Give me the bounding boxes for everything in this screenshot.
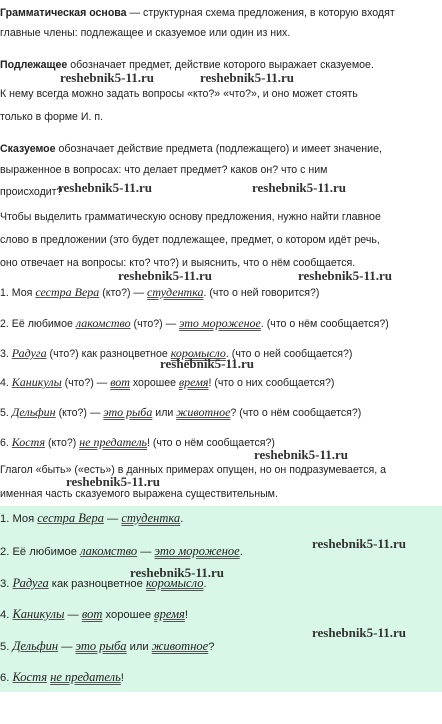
- predicate-word: время: [178, 375, 209, 389]
- predicate-line-1: [0, 142, 382, 156]
- watermark: reshebnik5-11.ru: [252, 180, 347, 195]
- analysis-item: 6. Костя (кто?) не предатель! (что о нём сообщается?): [0, 435, 275, 449]
- predicate-word: коромысло: [170, 346, 226, 360]
- watermark: reshebnik5-11.ru: [254, 447, 349, 462]
- predicate-word: коромысло: [145, 576, 204, 590]
- predicate-line-3: происходит?: [0, 186, 63, 198]
- predicate-word: животное: [176, 405, 231, 419]
- subject-word: сестра Вера: [37, 511, 104, 525]
- predicate-word: животное: [151, 639, 209, 653]
- predicate-word: не предатель: [50, 670, 121, 684]
- analysis-item: 2. Её любимое лакомство (что?) — это мороженое. (что о нём сообщается?): [0, 316, 389, 330]
- subject-word: Радуга: [11, 346, 47, 360]
- subject-word: Каникулы: [12, 607, 65, 621]
- subject-word: Дельфин: [12, 639, 59, 653]
- subject-word: Радуга: [12, 576, 49, 590]
- intro-line-1: [0, 6, 395, 20]
- subject-line-1: [0, 58, 374, 72]
- analysis-item: 3. Радуга (что?) как разноцветное коромысло. (что о ней сообщается?): [0, 346, 353, 360]
- answer-item: 2. Её любимое лакомство — это мороженое.: [0, 544, 243, 558]
- predicate-word: это рыба: [75, 639, 127, 653]
- analysis-item: 4. Каникулы (что?) — вот хорошее время! (что о них сообщается?): [0, 375, 335, 389]
- answer-item: 6. Костя не предатель!: [0, 670, 124, 684]
- predicate-word: это рыба: [103, 405, 153, 419]
- subject-term: Подлежащее: [0, 59, 68, 71]
- note-line-2: именная часть сказуемого выражена существительным.: [0, 488, 278, 500]
- subject-word: лакомство: [80, 544, 138, 558]
- note-line-1: Глагол «быть» («есть») в данных примерах опущен, но он подразумевается, а: [0, 464, 387, 476]
- analysis-item: 5. Дельфин (кто?) — это рыба или животное? (что о нём сообщается?): [0, 405, 362, 419]
- method-line-3: оно отвечает на вопросы: кто? что?) и выяснить, что о нём сообщается.: [0, 257, 356, 269]
- watermark: reshebnik5-11.ru: [66, 474, 161, 489]
- predicate-word: не предатель: [79, 435, 148, 449]
- subject-word: Дельфин: [11, 405, 56, 419]
- predicate-term: Сказуемое: [0, 143, 56, 155]
- predicate-word: время: [154, 607, 185, 621]
- answer-box: [0, 506, 442, 692]
- predicate-line-2: выраженное в вопросах: что делает предмет? каков он? что с ним: [0, 164, 328, 176]
- watermark: reshebnik5-11.ru: [130, 565, 225, 580]
- subject-word: Каникулы: [11, 375, 62, 389]
- analysis-item: 1. Моя сестра Вера (кто?) — студентка. (что о ней говорится?): [0, 285, 320, 299]
- watermark: reshebnik5-11.ru: [298, 268, 393, 283]
- answer-item: 5. Дельфин — это рыба или животное?: [0, 639, 215, 653]
- intro-term: Грамматическая основа: [0, 7, 127, 19]
- intro-line-2: главные члены: подлежащее и сказуемое или один из них.: [0, 27, 291, 39]
- subject-line-3: только в форме И. п.: [0, 111, 104, 123]
- subject-word: Костя: [12, 670, 48, 684]
- predicate-word: это мороженое: [154, 544, 240, 558]
- watermark: reshebnik5-11.ru: [58, 180, 153, 195]
- predicate-word: студентка: [147, 285, 204, 299]
- answer-item: 3. Радуга как разноцветное коромысло.: [0, 576, 207, 590]
- watermark: reshebnik5-11.ru: [312, 536, 407, 551]
- method-line-2: слово в предложении (это будет подлежащее, предмет, о котором идёт речь,: [0, 234, 380, 246]
- method-line-1: Чтобы выделить грамматическую основу предложения, нужно найти главное: [0, 211, 381, 223]
- subject-word: сестра Вера: [35, 285, 100, 299]
- subject-word: лакомство: [75, 316, 131, 330]
- watermark: reshebnik5-11.ru: [118, 268, 213, 283]
- watermark: reshebnik5-11.ru: [60, 70, 155, 85]
- subject-text: обозначает предмет, действие которого выражает сказуемое.: [67, 59, 374, 71]
- intro-text: — структурная схема предложения, в которую входят: [126, 7, 395, 19]
- predicate-word: студентка: [121, 511, 181, 525]
- predicate-text: обозначает действие предмета (подлежащего) и имеет значение,: [55, 143, 382, 155]
- watermark: reshebnik5-11.ru: [160, 356, 255, 371]
- subject-line-2: К нему всегда можно задать вопросы «кто?» «что?», и оно может стоять: [0, 88, 358, 100]
- answer-item: 4. Каникулы — вот хорошее время!: [0, 607, 188, 621]
- watermark: reshebnik5-11.ru: [312, 625, 407, 640]
- predicate-word: вот: [81, 607, 103, 621]
- predicate-word: это мороженое: [179, 316, 261, 330]
- watermark: reshebnik5-11.ru: [200, 70, 295, 85]
- answer-item: 1. Моя сестра Вера — студентка.: [0, 511, 184, 525]
- predicate-word: вот: [110, 375, 130, 389]
- subject-word: Костя: [11, 435, 46, 449]
